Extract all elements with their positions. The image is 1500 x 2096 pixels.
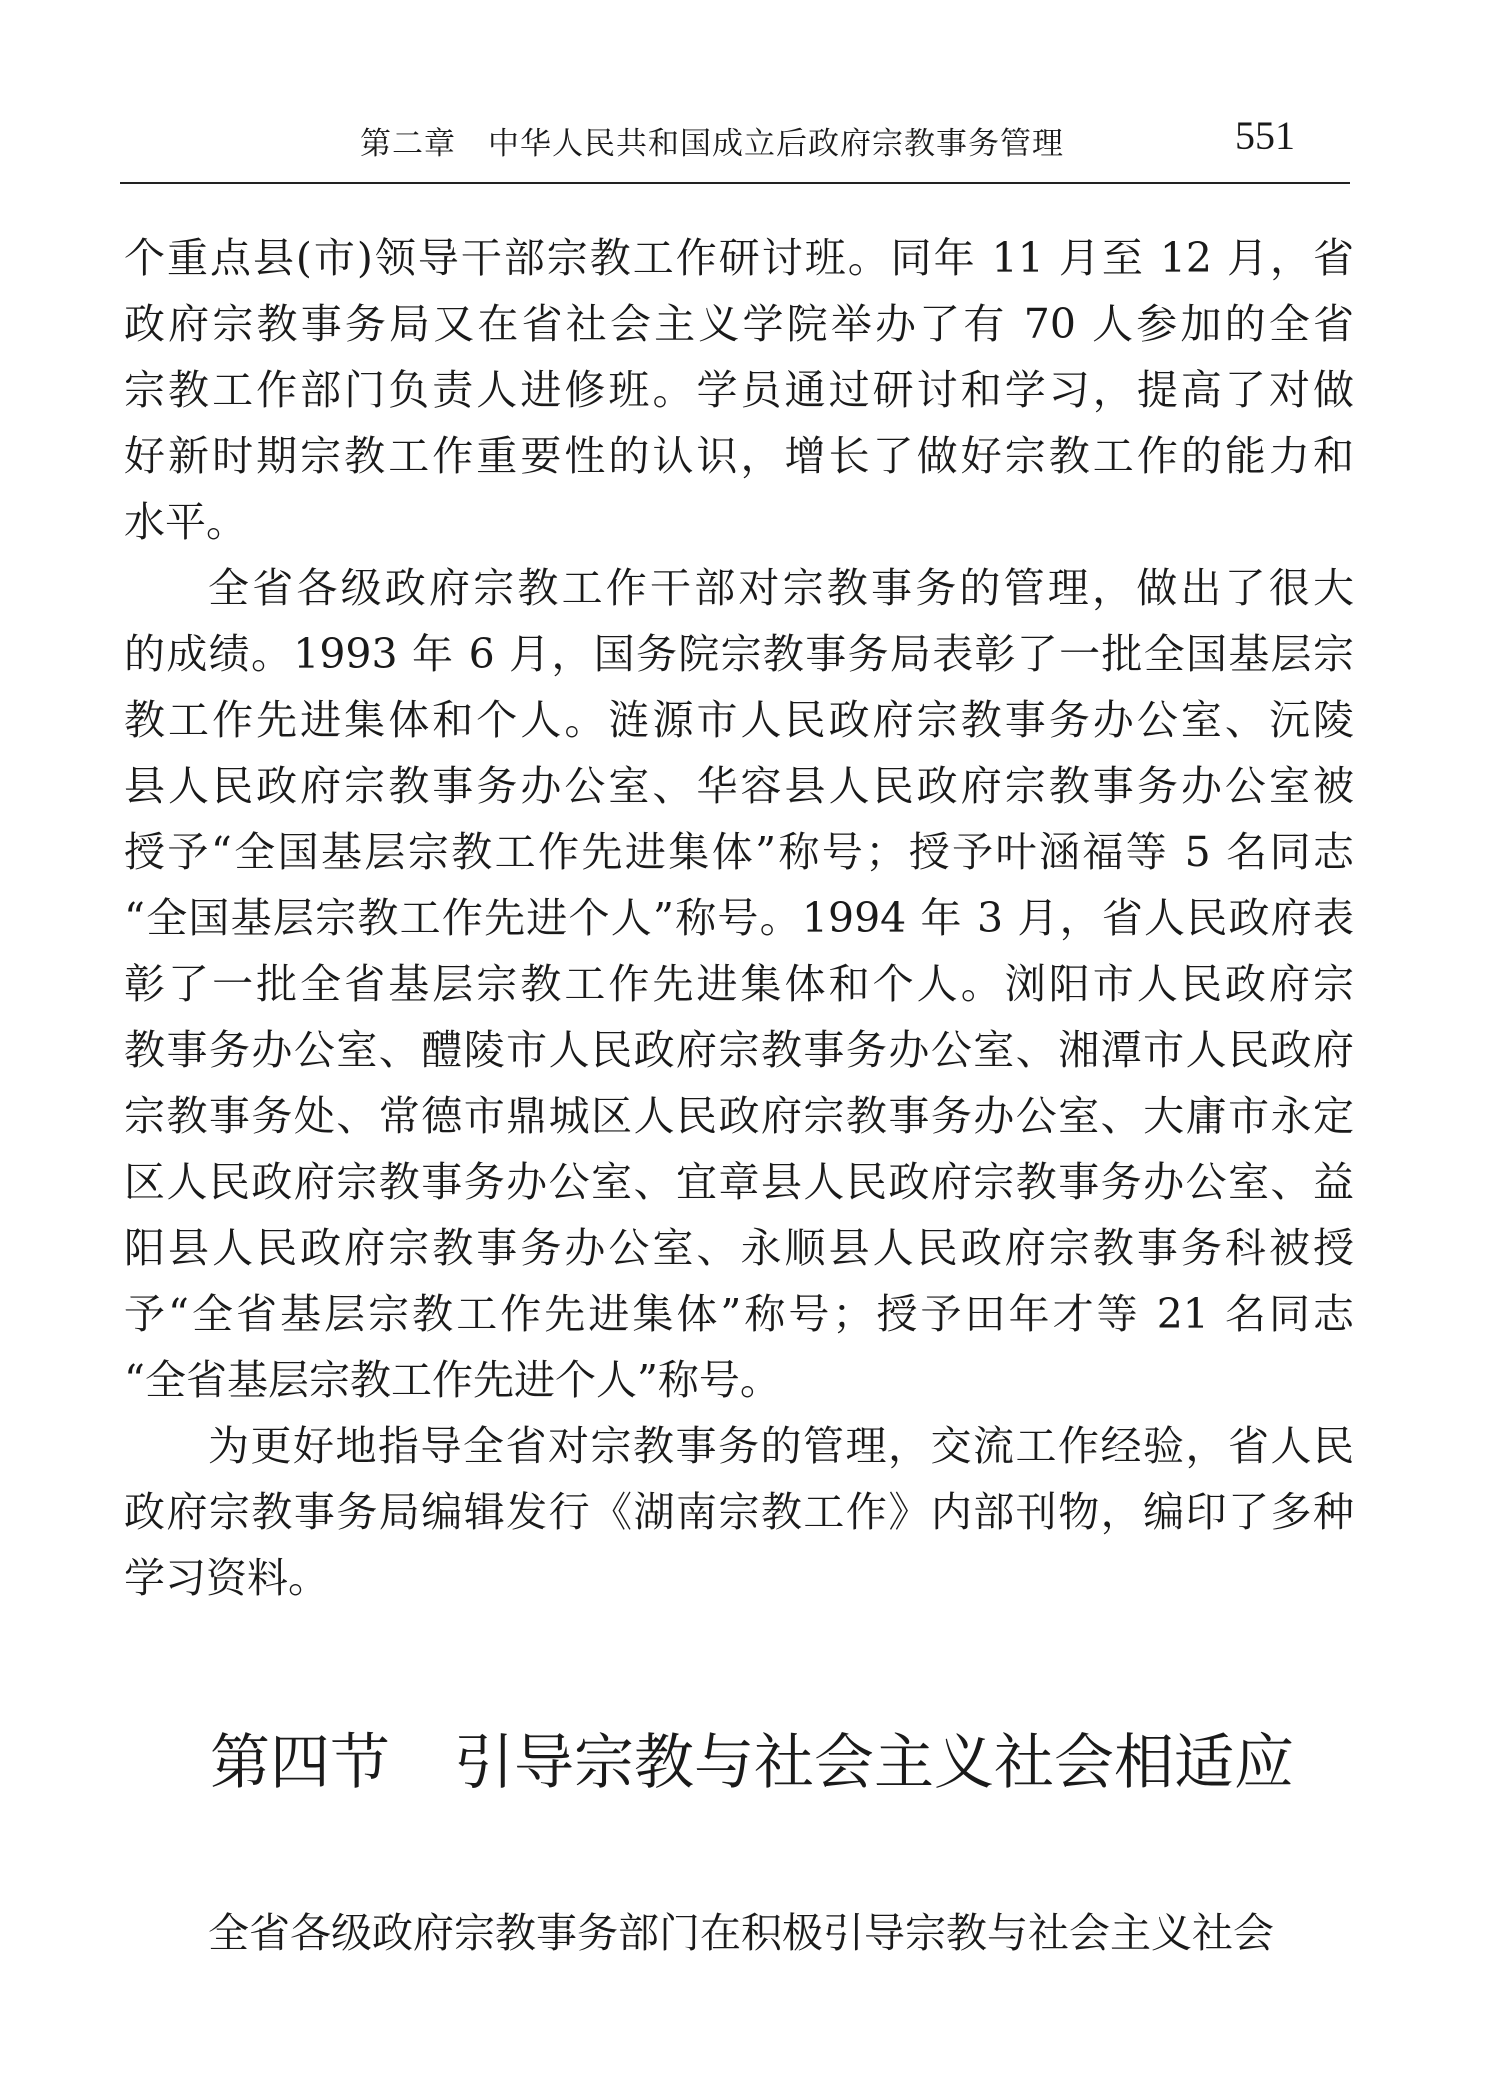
text-line: 予“全省基层宗教工作先进集体”称号；授予田年才等 21 名同志 xyxy=(124,1290,1354,1338)
paragraph-start xyxy=(124,1900,1354,1966)
text-line: 彰了一批全省基层宗教工作先进集体和个人。浏阳市人民政府宗 xyxy=(124,960,1354,1008)
header-rule xyxy=(120,182,1350,184)
section-number: 第四节 xyxy=(210,1728,390,1798)
text-line: 政府宗教事务局又在省社会主义学院举办了有 70 人参加的全省 xyxy=(124,300,1354,348)
text-line: 区人民政府宗教事务办公室、宜章县人民政府宗教事务办公室、益 xyxy=(124,1158,1354,1206)
text-line: 好新时期宗教工作重要性的认识，增长了做好宗教工作的能力和 xyxy=(124,432,1354,480)
text-line: 授予“全国基层宗教工作先进集体”称号；授予叶涵福等 5 名同志 xyxy=(124,828,1354,876)
running-head: 第二章 中华人民共和国成立后政府宗教事务管理 xyxy=(360,126,1064,162)
text-line: 教工作先进集体和个人。涟源市人民政府宗教事务办公室、沅陵 xyxy=(124,696,1354,744)
section-title: 引导宗教与社会主义社会相适应 xyxy=(454,1728,1294,1798)
text-line: 宗教工作部门负责人进修班。学员通过研讨和学习，提高了对做 xyxy=(124,366,1354,414)
text-line: 教事务办公室、醴陵市人民政府宗教事务办公室、湘潭市人民政府 xyxy=(124,1026,1354,1074)
text-line: 全省各级政府宗教工作干部对宗教事务的管理，做出了很大 xyxy=(208,564,1354,612)
text-line: “全国基层宗教工作先进个人”称号。1994 年 3 月，省人民政府表 xyxy=(124,894,1354,942)
text-line: 学习资料。 xyxy=(124,1554,329,1602)
text-line: 全省各级政府宗教事务部门在积极引导宗教与社会主义社会 xyxy=(208,1909,1274,1957)
text-line: 宗教事务处、常德市鼎城区人民政府宗教事务办公室、大庸市永定 xyxy=(124,1092,1354,1140)
page-number: 551 xyxy=(1235,113,1295,158)
text-line: 阳县人民政府宗教事务办公室、永顺县人民政府宗教事务科被授 xyxy=(124,1224,1354,1272)
text-line: “全省基层宗教工作先进个人”称号。 xyxy=(124,1356,781,1404)
text-line: 为更好地指导全省对宗教事务的管理，交流工作经验，省人民 xyxy=(208,1422,1354,1470)
text-line: 政府宗教事务局编辑发行《湖南宗教工作》内部刊物，编印了多种 xyxy=(124,1488,1354,1536)
body-text xyxy=(124,225,1354,1611)
text-line: 水平。 xyxy=(124,498,247,546)
text-line: 的成绩。1993 年 6 月，国务院宗教事务局表彰了一批全国基层宗 xyxy=(124,630,1354,678)
section-heading xyxy=(210,1715,1294,1801)
text-line: 个重点县(市)领导干部宗教工作研讨班。同年 11 月至 12 月，省 xyxy=(124,234,1354,282)
text-line: 县人民政府宗教事务办公室、华容县人民政府宗教事务办公室被 xyxy=(124,762,1354,810)
